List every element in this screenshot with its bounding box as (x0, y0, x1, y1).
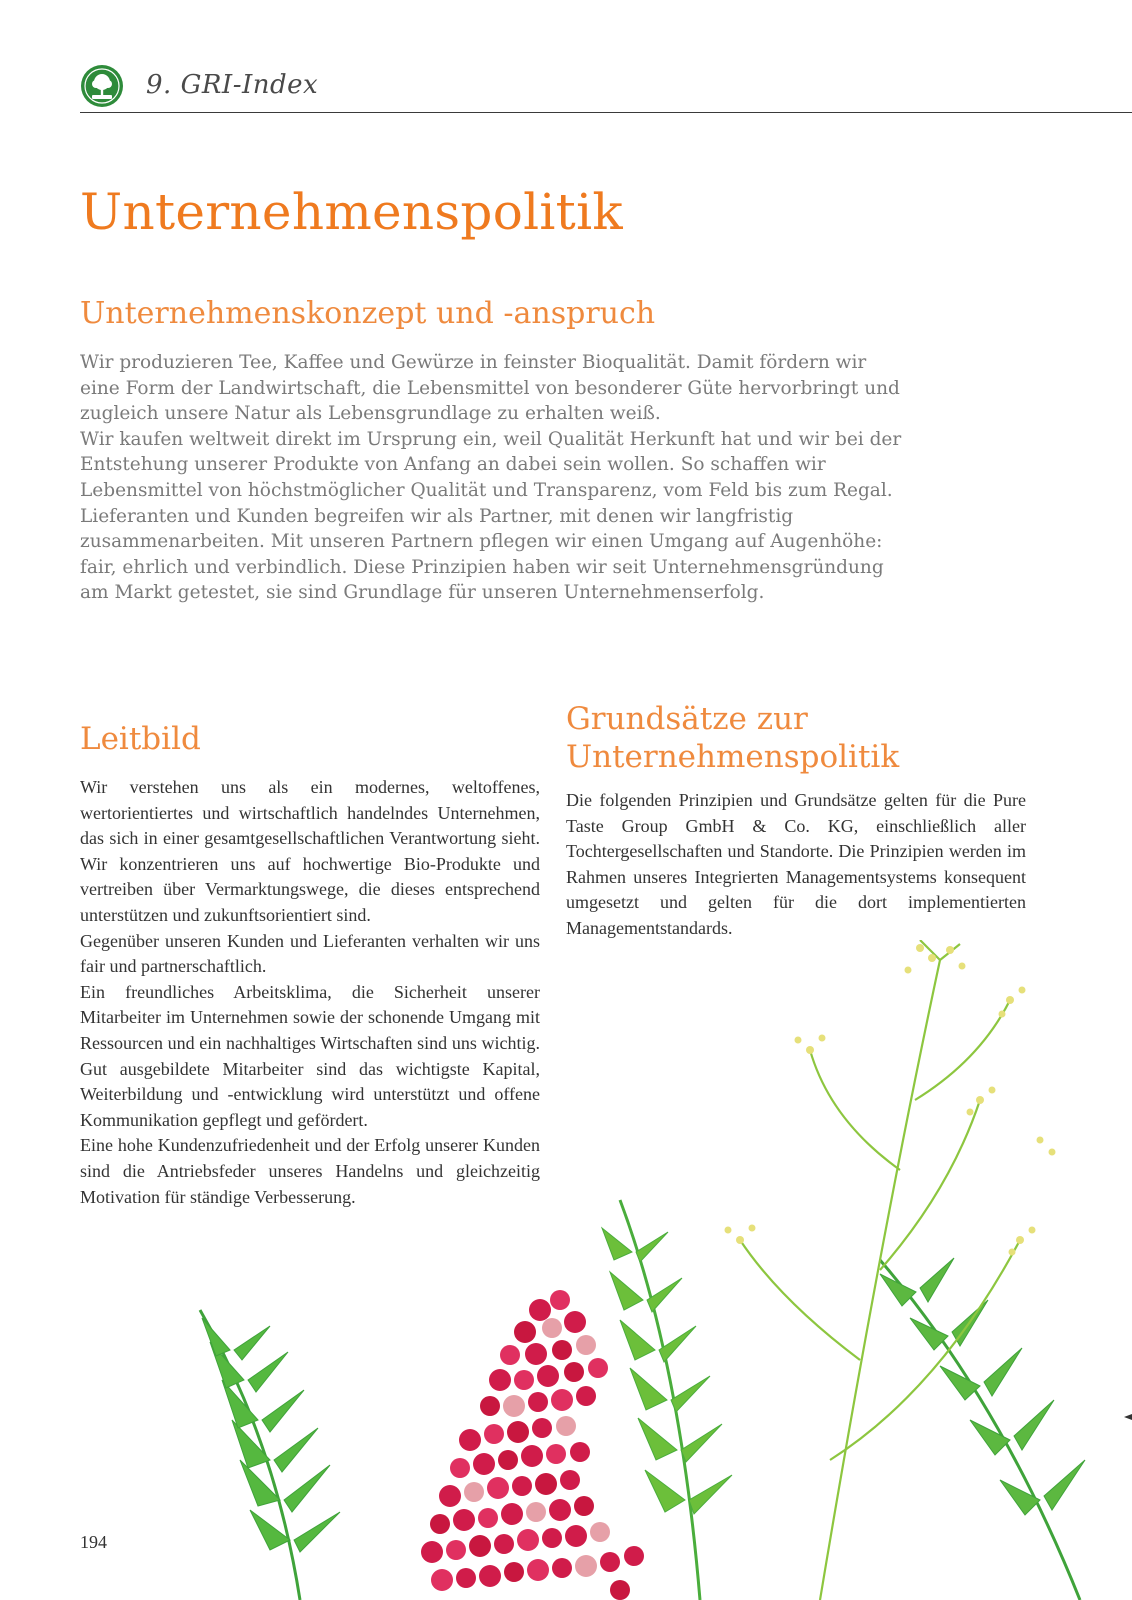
fern-left-icon (200, 1310, 340, 1600)
leitbild-heading: Leitbild (80, 721, 201, 757)
grundsaetze-heading: Grundsätze zur Unternehmenspolitik (566, 701, 900, 775)
header-divider (80, 112, 1132, 113)
grundsaetze-paragraph: Die folgenden Prinzipien und Grundsätze gelten für die Pure Taste Group GmbH & Co. KG, einschließlich aller Tochtergesellschaften und Standorte. Die Prinzipien werden im Rahmen unseres Integrierten Managementsystems konsequent umgesetzt und gelten für die dort implementierten Managementstandards. (566, 790, 1026, 938)
fern-center-icon (602, 1200, 732, 1600)
pink-peppercorn-cluster-icon (421, 1290, 644, 1600)
intro-heading: Unternehmenskonzept und -anspruch (80, 296, 656, 331)
flower-stems-icon (740, 940, 1020, 1600)
pink-pepper-plant-illustration (180, 940, 1132, 1600)
intro-paragraph: Wir produzieren Tee, Kaffee und Gewürze in feinster Bioqualität. Damit fördern wir eine Form der Landwirtschaft, die Lebensmittel von besonderer Güte hervorbringt und zugleich unsere Natur als Lebensgrundlage zu erhalten weiß. Wir kaufen weltweit direkt im Ursprung ein, weil Qualität Herkunft hat und wir bei der Entstehung unserer Produkte von Anfang an dabei sein wollen. So schaffen wir Lebensmittel von höchstmöglicher Qualität und Transparenz, vom Feld bis zum Regal. Lieferanten und Kunden begreifen wir als Partner, mit denen wir langfristig zusammenarbeiten. Mit unseren Partnern pflegen wir einen Umgang auf Augenhöhe: fair, ehrlich und verbindlich. Diese Prinzipien haben wir seit Unternehmensgründung am Markt getestet, sie sind Grundlage für unseren Unternehmenserfolg. (80, 352, 902, 604)
leitbild-paragraph: Wir verstehen uns als ein modernes, weltoffenes, wertorientiertes und wirtschaftlich handelndes Unternehmen, das sich in einer gesamtgesellschaftlichen Verantwortung sieht. Wir konzentrieren uns auf hochwertige Bio-Produkte und vertreiben über Vermarktungswege, die dieses entsprechend unterstützen und zukunftsorientiert sind. Gegenüber unseren Kunden und Lieferanten verhalten wir uns fair und partnerschaftlich. Ein freundliches Arbeitsklima, die Sicherheit unserer Mitarbeiter im Unternehmen sowie der schonende Umgang mit Ressourcen und ein nachhaltiges Wirtschaften sind uns wichtig. Gut ausgebildete Mitarbeiter sind das wichtigste Kapital, Weiterbildung und -entwicklung wird unterstützt und offene Kommunikation gepflegt und gefördert. Eine hohe Kundenzufriedenheit und der Erfolg unserer Kunden sind die Antriebsfeder unseres Handelns und gleichzeitig Motivation für ständige Verbesserung. (80, 777, 540, 1207)
page-number: 194 (80, 1532, 107, 1552)
page-header (80, 62, 1132, 112)
section-label: 9. GRI-Index (146, 70, 319, 100)
lebensbaum-tree-logo-icon (80, 64, 124, 108)
fern-right-icon (880, 1258, 1085, 1600)
page-title: Unternehmenspolitik (80, 183, 623, 241)
page-edge-marker-icon (1124, 1414, 1132, 1420)
